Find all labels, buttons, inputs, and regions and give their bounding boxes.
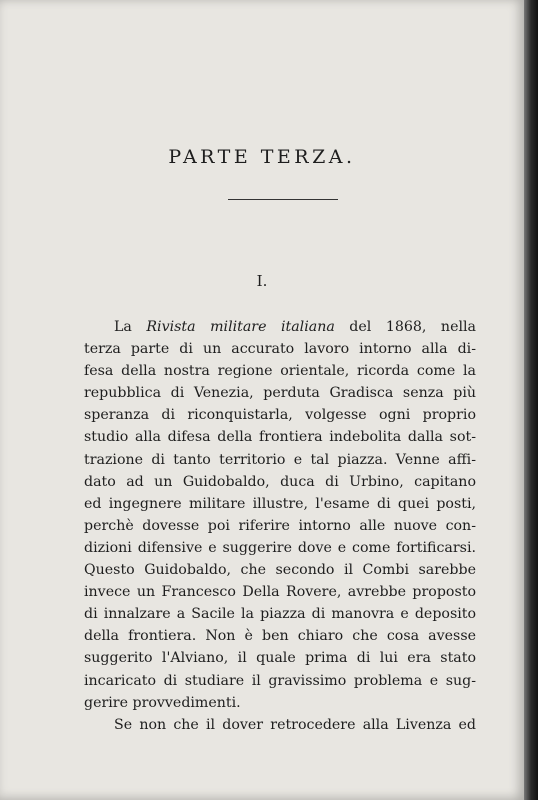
text-line: invece un Francesco Della Rovere, avrebbe proposto (84, 584, 476, 601)
text-line: suggerito l'Alviano, il quale prima di lui era stato (84, 650, 476, 667)
text-line: dizioni difensive e suggerire dove e come fortificarsi. (84, 539, 476, 556)
text-line: speranza di riconquistarla, volgesse ogni proprio (84, 407, 476, 424)
paragraph-2-line-1: Se non che il dover retrocedere alla Livenza ed (114, 716, 476, 733)
text-line: ed ingegnere militare illustre, l'esame di quei posti, (84, 495, 476, 512)
text-line: Questo Guidobaldo, che secondo il Combi sarebbe (84, 562, 476, 579)
section-title: PARTE TERZA. (168, 146, 356, 168)
text-run: del 1868, nella (334, 319, 476, 335)
text-line: fesa della nostra regione orientale, ricorda come la (84, 363, 476, 380)
text-line: terza parte di un accurato lavoro intorno alla di- (84, 341, 476, 358)
text-line: trazione di tanto territorio e tal piazza. Venne affi- (84, 451, 476, 468)
text-line: incaricato di studiare il gravissimo problema e sug- (84, 672, 476, 689)
chapter-number: I. (256, 272, 268, 290)
text-line: di innalzare a Sacile la piazza di manovra e deposito (84, 606, 476, 623)
text-line: perchè dovesse poi riferire intorno alle nuove con- (84, 517, 476, 534)
text-line: della frontiera. Non è ben chiaro che cosa avesse (84, 628, 476, 645)
text-line: gerire provvedimenti. (84, 694, 241, 711)
paragraph-1-line-1 (84, 316, 476, 338)
text-line: studio alla difesa della frontiera indebolita dalla sot- (84, 429, 476, 446)
body-text (84, 316, 476, 736)
periodical-title: Rivista militare italiana (146, 319, 335, 335)
text-run: La (114, 319, 147, 335)
text-line: repubblica di Venezia, perduta Gradisca senza più (84, 385, 476, 402)
title-divider (228, 199, 338, 200)
text-line: dato ad un Guidobaldo, duca di Urbino, capitano (84, 473, 476, 490)
book-edge (524, 0, 538, 800)
